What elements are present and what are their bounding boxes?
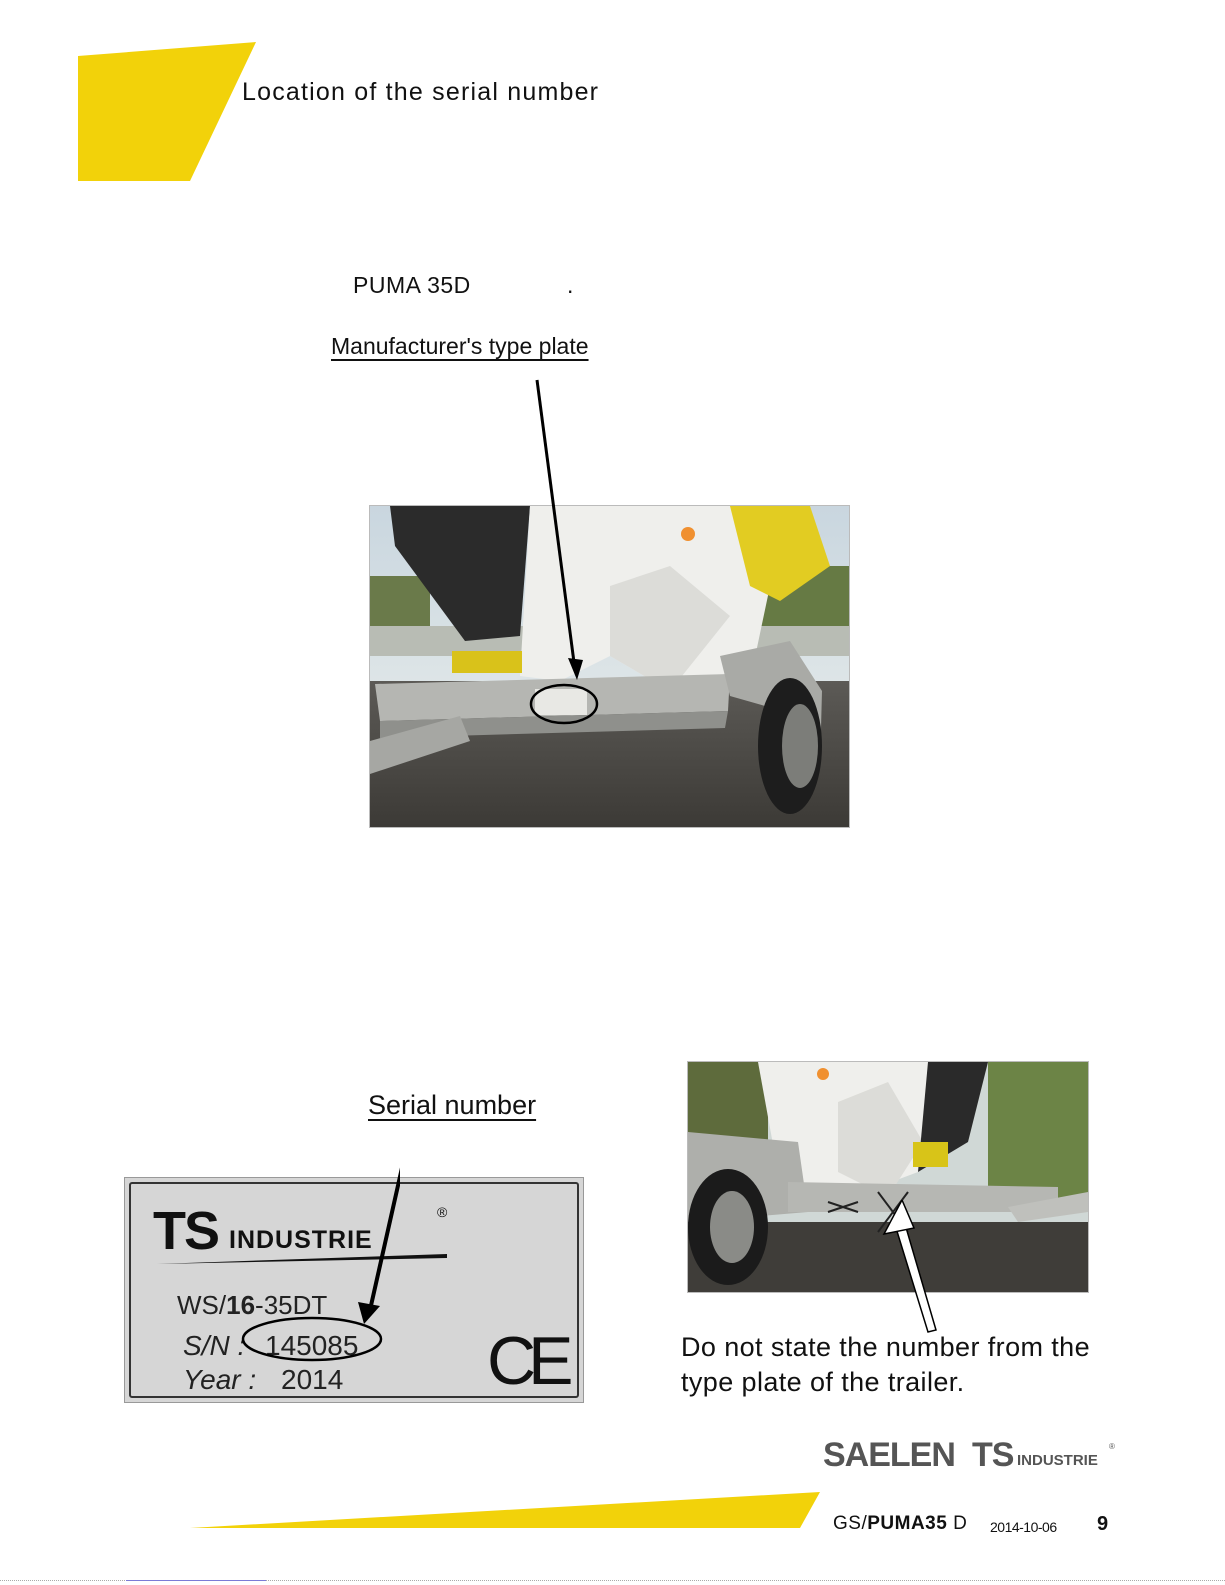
model-name: PUMA 35D [353,272,471,298]
type-plate-arrow [520,370,600,690]
trailer-plate-note [681,1330,1151,1400]
serial-number-callout: Serial number [368,1090,537,1120]
plate-sn-value: 145085 [265,1330,359,1361]
type-plate-callout: Manufacturer's type plate [331,333,589,359]
plate-year-label: Year : [183,1364,257,1395]
footer-yellow-swoosh [190,1478,830,1538]
ce-mark: CE [487,1323,566,1399]
footer-registered-mark: ® [1109,1442,1115,1451]
section-title: Location of the serial number [242,78,600,106]
trailer-note-line-2: type plate of the trailer. [681,1367,965,1397]
model-trailing-dot: . [567,272,574,298]
plate-sn-label: S/N : [183,1330,246,1361]
plate-brand-industrie: INDUSTRIE [229,1226,373,1254]
footer-date: 2014-10-06 [990,1519,1057,1535]
plate-brand-ts: TS [153,1201,219,1261]
footer-logo-industrie: INDUSTRIE [1017,1452,1098,1469]
footer-logo-saelen: SAELEN [823,1436,955,1474]
footer-logo-ts: TS [972,1436,1014,1474]
trailer-note-line-1: Do not state the number from the [681,1332,1091,1362]
page-number: 9 [1097,1513,1109,1535]
plate-year-value: 2014 [281,1364,344,1395]
serial-number-highlight [240,1110,400,1400]
plate-model-number: WS/16-35DT [177,1290,328,1320]
machine-photo-front [369,505,850,828]
plate-registered-mark: ® [437,1204,448,1220]
bottom-link-underline [126,1580,266,1581]
footer-document-code: GS/PUMA35 D [833,1513,968,1534]
trailer-plate-arrow [880,1200,950,1335]
